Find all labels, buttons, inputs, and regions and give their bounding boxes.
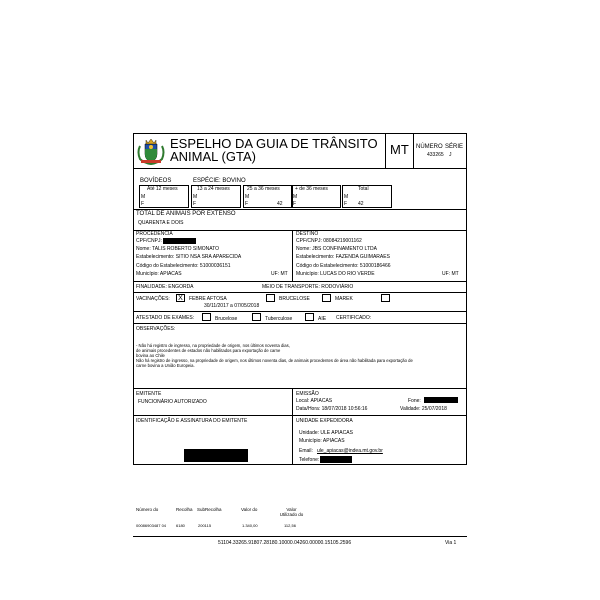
brucelose-exam-checkbox [202, 313, 211, 321]
redacted-fone [424, 397, 458, 403]
payment-table [136, 507, 336, 533]
emissao-validade: Validade: 25/07/2018 [400, 406, 447, 412]
age-column-2: 13 a 24 meses M F [191, 185, 241, 208]
destino-codigo: Código do Estabelecimento: 51000186466 [296, 263, 391, 269]
age-column-total: Total M F 42 [342, 185, 392, 208]
emissao-data: Data/Hora: 18/07/2018 10:56:16 [296, 406, 368, 412]
age-column-1: Até 12 meses M F [139, 185, 189, 208]
payment-header-subrecolha: SubRecolha [197, 507, 222, 512]
via-label: Via 1 [445, 540, 457, 546]
unidade-nome: Unidade: ULE APIACAS [299, 430, 353, 436]
procedencia-codigo: Código do Estabelecimento: 51000036151 [136, 263, 231, 269]
procedencia-cpf-label: CPF/CNPJ: [136, 238, 162, 244]
destino-uf: UF: MT [442, 271, 459, 277]
procedencia-estabelecimento: Estabelecimento: SITIO NSA SRA APARECIDA [136, 254, 242, 260]
mt-coat-of-arms [136, 136, 166, 166]
brucelose-exam-label: Brucelose [215, 316, 238, 322]
vacinacoes-label: VACINAÇÕES: [136, 296, 170, 302]
tuberculose-label: Tuberculose [265, 316, 293, 322]
febre-aftosa-dates: 30/11/2017 a 07/05/2018 [204, 303, 260, 309]
payment-cell-recolha: 6180 [176, 523, 185, 528]
unidade-email-label: Email: [299, 448, 313, 454]
observacoes-text: - Não há registro de ingresso, na propriedade de origem, nos últimos noventa dias, de animais procedentes de estados não habilitados para exportação de carne bovina ao Chile Não há registro de ingresso, na propriedade de origem, nos últimos noventa dias, de animais procedentes de área não habilitada para exportação de carne bovina a União Europeia. [136, 343, 413, 368]
destino-municipio: Município: LUCAS DO RIO VERDE [296, 271, 375, 277]
procedencia-title: PROCEDÊNCIA [136, 231, 173, 237]
redacted-cpf [163, 238, 196, 244]
destino-estabelecimento: Estabelecimento: FAZENDA GUIMARAES [296, 254, 390, 260]
unidade-title: UNIDADE EXPEDIDORA [296, 418, 353, 424]
especie-label: ESPÉCIE: BOVINO [193, 178, 246, 184]
destino-title: DESTINO [296, 231, 319, 237]
total-extenso-label: TOTAL DE ANIMAIS POR EXTENSO [136, 211, 236, 217]
emissao-title: EMISSÃO [296, 391, 319, 397]
age-column-4: + de 36 meses M F [291, 185, 341, 208]
certificado-label: CERTIFICADO: [336, 315, 372, 321]
numero-label: NÚMERO [416, 144, 443, 150]
tuberculose-checkbox [252, 313, 261, 321]
redacted-signature-line2 [184, 455, 248, 462]
unidade-email-link[interactable]: ule_apiacas@indea.mt.gov.br [317, 448, 383, 454]
payment-cell-numero: 00086903487 04 [136, 523, 167, 528]
destino-nome: Nome: JBS CONFINAMENTO LTDA [296, 246, 377, 252]
destino-cpf: CPF/CNPJ: 08084219001162 [296, 238, 362, 244]
marek-label: MAREK [335, 296, 353, 302]
barcode-number: 51104.33265.91807.28180.10000.04260.00000.15105.2596 [218, 540, 352, 546]
procedencia-uf: UF: MT [271, 271, 288, 277]
other-vac-checkbox [381, 294, 390, 302]
brucelose-vac-checkbox [266, 294, 275, 302]
emitente-value: FUNCIONÁRIO AUTORIZADO [138, 399, 207, 405]
payment-header-recolha: Recolha [176, 507, 193, 512]
payment-header-valor-utilizado: Valor Utilizado do [279, 507, 304, 517]
age-column-3: 25 a 36 meses M F 42 [243, 185, 293, 208]
payment-header-valor: Valor do [241, 507, 258, 512]
febre-aftosa-checkbox: X [176, 294, 185, 302]
redacted-telefone [320, 456, 352, 463]
identificacao-title: IDENTIFICAÇÃO E ASSINATURA DO EMITENTE [136, 418, 248, 424]
form-title: ESPELHO DA GUIA DE TRÂNSITO ANIMAL (GTA) [170, 136, 378, 164]
aie-label: AIE [318, 316, 327, 322]
unidade-municipio: Município: APIACAS [299, 438, 345, 444]
total-extenso-value: QUARENTA E DOIS [138, 220, 184, 226]
marek-checkbox [322, 294, 331, 302]
exames-label: ATESTADO DE EXAMES: [136, 315, 195, 321]
payment-cell-valor-utilizado: 112,56 [284, 523, 296, 528]
emissao-fone-label: Fone: [408, 398, 421, 404]
unidade-telefone-label: Telefone: [299, 457, 320, 463]
footer-divider [133, 536, 467, 537]
febre-aftosa-label: FEBRE AFTOSA [189, 296, 227, 302]
brucelose-vac-label: BRUCELOSE [279, 296, 310, 302]
payment-cell-valor: 1.340,00 [242, 523, 258, 528]
serie-label: SÉRIE [445, 144, 464, 150]
observacoes-label: OBSERVAÇÕES: [136, 326, 176, 332]
payment-cell-subrecolha: 200115 [198, 523, 212, 528]
aie-checkbox [305, 313, 314, 321]
emissao-local: Local: APIACAS [296, 398, 333, 404]
procedencia-municipio: Município: APIACAS [136, 271, 182, 277]
serie-value: J [449, 152, 452, 158]
bovideos-label: BOVÍDEOS [140, 178, 172, 184]
uf-code: MT [390, 142, 409, 157]
procedencia-nome: Nome: TALIS ROBERTO SIMONATO [136, 246, 220, 252]
meio-transporte-value: MEIO DE TRANSPORTE: RODOVIÁRIO [262, 284, 354, 290]
payment-header-numero: Número do [136, 507, 159, 512]
emitente-title: EMITENTE [136, 391, 162, 397]
finalidade-value: FINALIDADE: ENGORDA [136, 284, 194, 290]
numero-value: 433265 [427, 152, 444, 158]
